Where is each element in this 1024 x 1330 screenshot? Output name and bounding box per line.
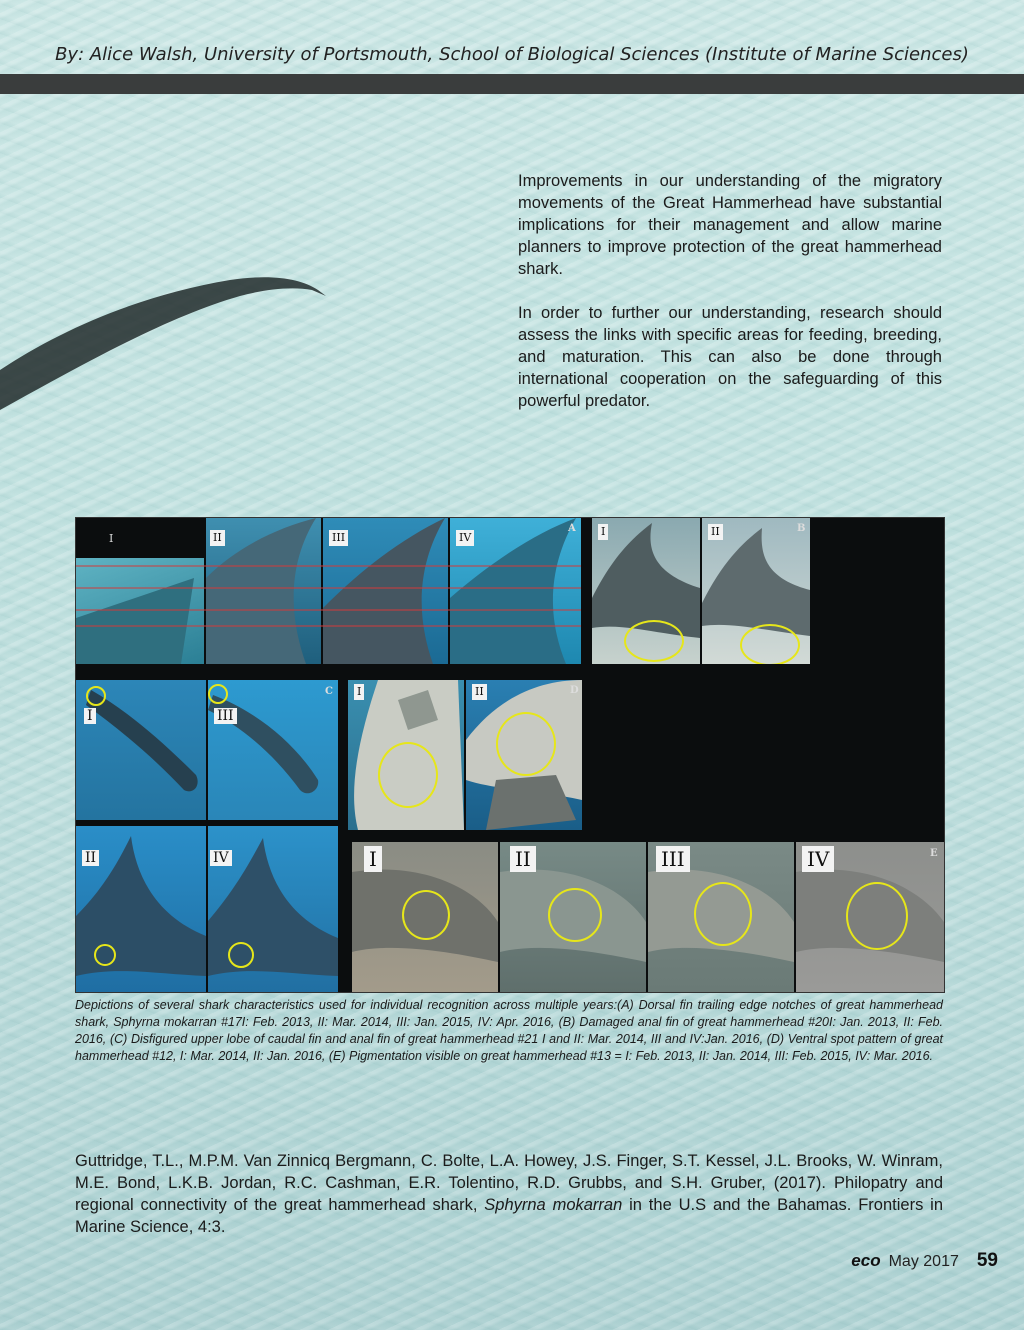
panel-d xyxy=(348,680,582,830)
panel-e-highlight-2 xyxy=(548,888,602,942)
panel-e-highlight-4 xyxy=(846,882,908,950)
panel-a-label-2: II xyxy=(210,530,225,546)
panel-c-label-4: IV xyxy=(210,850,232,866)
panel-e-label-4: IV xyxy=(802,846,834,872)
panel-b-label-1: I xyxy=(598,524,608,540)
byline-text: By: Alice Walsh, University of Portsmouth, School of Biological Sciences (Institute of Marine Sciences) xyxy=(55,43,969,65)
panel-e-label-3: III xyxy=(656,846,690,872)
panel-d-label-2: II xyxy=(472,684,487,700)
panel-d-letter: D xyxy=(570,685,579,696)
panel-d-highlight-1 xyxy=(378,742,438,808)
reference-authors: Guttridge, T.L., M.P.M. Van Zinnicq Bergmann, C. Bolte, L.A. Howey, J.S. Finger, S.T. Kessel, J.L. Brooks, W. Winram, M.E. Bond, L.K.B. Jordan, R.C. Cashman, E.R. Tolentino, R.D. Grubbs, and S.H. Gruber, (2017). Philopatry and regional connectivity of the great hammerhead shark, xyxy=(75,1152,943,1214)
panel-b xyxy=(592,518,810,664)
panel-c xyxy=(76,680,338,992)
panel-c-3-photo xyxy=(208,680,338,820)
panel-b-highlight-2 xyxy=(740,624,800,664)
paragraph-2: In order to further our understanding, research should assess the links with specific areas for feeding, breeding, and maturation. This can also be done through international cooperation on the safeguarding of this powerful predator. xyxy=(518,304,942,410)
panel-a-label-3: III xyxy=(329,530,348,546)
reference-citation xyxy=(75,1150,943,1238)
panel-a xyxy=(76,518,581,664)
panel-b-letter: B xyxy=(797,523,806,534)
panel-c-highlight-2 xyxy=(94,944,116,966)
panel-d-highlight-2 xyxy=(496,712,556,776)
panel-c-label-2: II xyxy=(82,850,99,866)
magazine-brand: eco xyxy=(851,1251,881,1270)
article-body xyxy=(518,170,942,434)
panel-c-highlight-1 xyxy=(86,686,106,706)
panel-e xyxy=(352,842,944,992)
panel-c-letter: C xyxy=(325,686,333,697)
panel-c-highlight-3 xyxy=(208,684,228,704)
panel-e-letter: E xyxy=(930,848,938,859)
figure-caption: Depictions of several shark characteristics used for individual recognition across multiple years:(A) Dorsal fin trailing edge notches of great hammerhead shark, Sphyrna mokarran #17I: Feb. 2013, II: Mar. 2014, III: Jan. 2015, IV: Apr. 2016, (B) Damaged anal fin of great hammerhead #20I: Jan. 2013, II: Feb. 2016, (C) Disfigured upper lobe of caudal fin and anal fin of great hammerhead #21 I and II: Mar. 2014, III and IV:Jan. 2016, (D) Ventral spot pattern of great hammerhead #12, I: Mar. 2014, II: Jan. 2016, (E) Pigmentation visible on great hammerhead #13 = I: Feb. 2013, II: Jan. 2014, III: Feb. 2015, IV: Mar. 2016. xyxy=(75,998,943,1063)
page-footer xyxy=(851,1250,998,1272)
byline xyxy=(0,0,1024,72)
issue-date: May 2017 xyxy=(888,1253,959,1270)
page-number: 59 xyxy=(976,1250,998,1271)
reference-rest: in the U.S and the Bahamas. Frontiers in Marine Science, 4:3. xyxy=(75,1196,944,1236)
header-bar xyxy=(0,74,1024,94)
paragraph-1: Improvements in our understanding of the migratory movements of the Great Hammerhead have substantial implications for their management and allow marine planners to improve protection of the great hammerhead shark. xyxy=(518,172,942,278)
shark-fin-silhouette xyxy=(0,250,340,410)
panel-a-label-4: IV xyxy=(456,530,474,546)
panel-e-highlight-1 xyxy=(402,890,450,940)
panel-b-highlight-1 xyxy=(624,620,684,662)
panel-e-label-1: I xyxy=(364,846,382,872)
figure-panels xyxy=(75,517,945,993)
reference-species: Sphyrna mokarran xyxy=(484,1196,623,1214)
panel-e-highlight-3 xyxy=(694,882,752,946)
panel-a-label-1: I xyxy=(109,532,114,545)
panel-e-label-2: II xyxy=(510,846,536,872)
panel-c-label-1: I xyxy=(84,708,96,724)
panel-b-label-2: II xyxy=(708,524,723,540)
panel-c-highlight-4 xyxy=(228,942,254,968)
panel-d-label-1: I xyxy=(354,684,364,700)
panel-a-letter: A xyxy=(568,523,576,534)
panel-c-label-3: III xyxy=(214,708,237,724)
